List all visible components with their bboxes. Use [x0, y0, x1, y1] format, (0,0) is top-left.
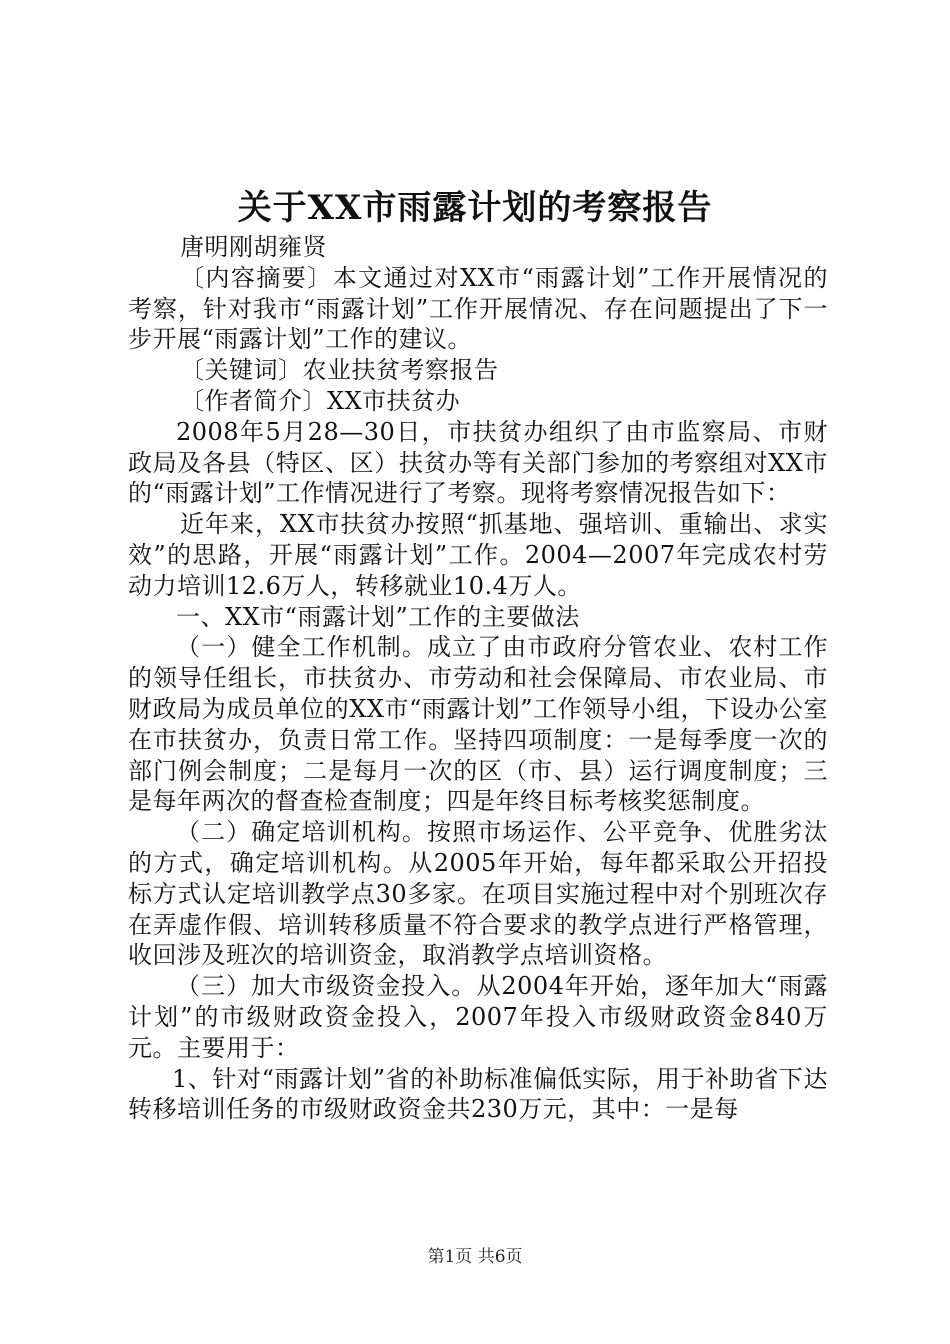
section-heading: 一、XX市“雨露计划”工作的主要做法 — [176, 602, 580, 631]
body-paragraph: 2008年5月28—30日，市扶贫办组织了由市监察局、市财政局及各县（特区、区）扶贫办等有关部门参加的考察组对XX市的“雨露计划”工作情况进行了考察。现将考察情况报告如下： — [128, 417, 828, 508]
document-body — [128, 232, 828, 1125]
document-title: 关于XX市雨露计划的考察报告 — [237, 188, 713, 228]
body-paragraph: 1、针对“雨露计划”省的补助标准偏低实际，用于补助省下达转移培训任务的市级财政资金共230万元，其中：一是每 — [128, 1064, 828, 1124]
author-line: 唐明刚胡雍贤 — [180, 233, 327, 261]
body-paragraph: （一）健全工作机制。成立了由市政府分管农业、农村工作的领导任组长，市扶贫办、市劳动和社会保障局、市农业局、市财政局为成员单位的XX市“雨露计划”工作领导小组，下设办公室在市扶贫办，负责日常工作。坚持四项制度：一是每季度一次的部门例会制度；二是每月一次的区（市、县）运行调度制度；三是每年两次的督查检查制度；四是年终目标考核奖惩制度。 — [128, 633, 828, 816]
body-paragraph: 近年来，XX市扶贫办按照“抓基地、强培训、重输出、求实效”的思路，开展“雨露计划”工作。2004—2007年完成农村劳动力培训12.6万人，转移就业10.4万人。 — [128, 510, 828, 600]
body-paragraph: （二）确定培训机构。按照市场运作、公平竞争、优胜劣汰的方式，确定培训机构。从2005年开始，每年都采取公开招投标方式认定培训教学点30多家。在项目实施过程中对个别班次存在弄虚作假、培训转移质量不符合要求的教学点进行严格管理，收回涉及班次的培训资金，取消教学点培训资格。 — [128, 818, 828, 970]
page-footer: 第1页 共6页 — [427, 1247, 523, 1267]
body-paragraph: （三）加大市级资金投入。从2004年开始，逐年加大“雨露计划”的市级财政资金投入，2007年投入市级财政资金840万元。主要用于： — [128, 972, 828, 1062]
author-bio-paragraph: 〔作者简介〕XX市扶贫办 — [180, 386, 461, 415]
abstract-paragraph: 〔内容摘要〕本文通过对XX市“雨露计划”工作开展情况的考察，针对我市“雨露计划”工作开展情况、存在问题提出了下一步开展“雨露计划”工作的建议。 — [128, 263, 828, 354]
keywords-paragraph: 〔关键词〕农业扶贫考察报告 — [180, 356, 499, 385]
